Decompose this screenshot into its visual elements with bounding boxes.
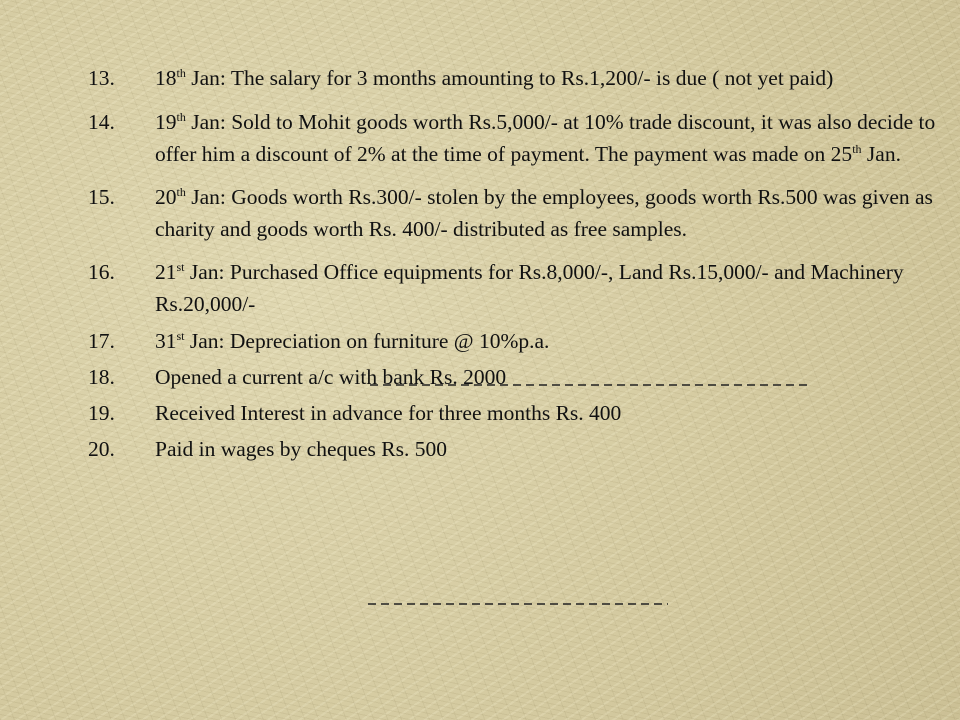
ordinal-suffix: th	[176, 185, 186, 199]
list-item-16	[88, 256, 938, 320]
dashed-rule-upper	[370, 381, 810, 389]
item-text-part: Jan: Purchased Office equipments for Rs.8,000/-, Land Rs.15,000/- and Machinery Rs.20,000/-	[155, 260, 904, 316]
item-text-part: Jan: Goods worth Rs.300/- stolen by the employees, goods worth Rs.500 was given as charity and goods worth Rs. 400/- distributed as free samples.	[155, 185, 933, 241]
item-number: 15.	[88, 185, 115, 209]
item-text	[155, 433, 938, 465]
item-number: 19.	[88, 401, 115, 425]
transaction-list	[88, 62, 938, 465]
item-number: 17.	[88, 329, 115, 353]
ordinal-suffix: th	[176, 110, 186, 124]
item-text-part: Opened a current a/c with bank Rs. 2000	[155, 365, 507, 389]
list-item-15	[88, 181, 938, 245]
dashed-rule-lower	[368, 600, 668, 608]
item-text-part: Jan: The salary for 3 months amounting to Rs.1,200/- is due ( not yet paid)	[185, 66, 834, 90]
item-text-part: Paid in wages by cheques Rs. 500	[155, 437, 448, 461]
item-text	[155, 106, 938, 170]
item-text-part: Jan.	[861, 142, 901, 166]
item-number: 13.	[88, 66, 115, 90]
item-text-part: 31	[155, 329, 177, 353]
list-item-20	[88, 433, 938, 465]
list-item-14	[88, 106, 938, 170]
item-text-part: Jan: Sold to Mohit goods worth Rs.5,000/- at 10% trade discount, it was also decide to offer him a discount of 2% at the time of payment. The payment was made on 25	[155, 110, 936, 166]
ordinal-suffix: th	[852, 142, 862, 156]
list-item-17	[88, 325, 938, 357]
ordinal-suffix: th	[176, 66, 186, 80]
item-text	[155, 181, 938, 245]
item-text-part: 20	[155, 185, 177, 209]
item-text-part: Jan: Depreciation on furniture @ 10%p.a.	[184, 329, 550, 353]
item-text	[155, 397, 938, 429]
item-text	[155, 62, 938, 94]
item-number: 14.	[88, 110, 115, 134]
item-text	[155, 256, 938, 320]
item-text-part: 21	[155, 260, 177, 284]
ordinal-suffix: st	[176, 329, 185, 343]
item-text-part: 19	[155, 110, 177, 134]
item-text-part: Received Interest in advance for three months Rs. 400	[155, 401, 622, 425]
item-text	[155, 325, 938, 357]
item-number: 20.	[88, 437, 115, 461]
item-text-part: 18	[155, 66, 177, 90]
list-item-19	[88, 397, 938, 429]
ordinal-suffix: st	[176, 260, 185, 274]
list-item-13	[88, 62, 938, 94]
item-number: 16.	[88, 260, 115, 284]
item-number: 18.	[88, 365, 115, 389]
